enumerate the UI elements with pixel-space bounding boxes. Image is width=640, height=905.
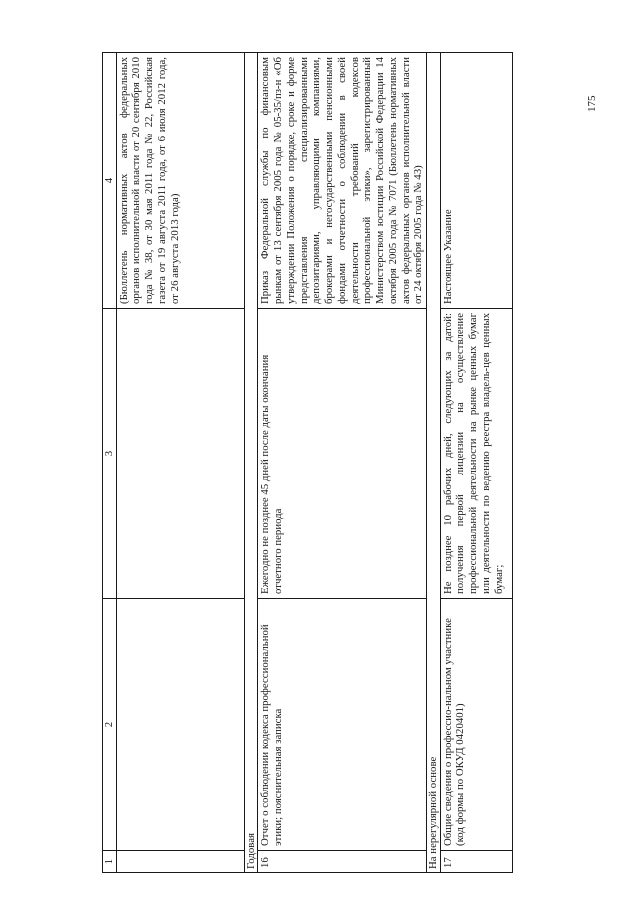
form-name-cell: Отчет о соблюдении кодекса профессиональной этики; пояснительная записка bbox=[258, 599, 427, 851]
report-schedule-table bbox=[102, 53, 505, 873]
section-label: На нерегулярной основе bbox=[427, 53, 441, 873]
section-row bbox=[427, 53, 441, 873]
deadline-cell: Не позднее 10 рабочих дней, следующих за датой: получения первой лицензии на осуществление профессиональной деятельности на рынке ценных бумаг или деятельности по ведению реестра владель-цев ценных бумаг; bbox=[440, 309, 512, 599]
section-row bbox=[244, 53, 258, 873]
column-number: 3 bbox=[103, 309, 117, 599]
deadline-cell: Ежегодно не позднее 45 дней после даты окончания отчетного периода bbox=[258, 309, 427, 599]
legal-basis-cell: Приказ Федеральной службы по финансовым рынкам от 13 сентября 2005 года № 05-35/пз-н «Об утверждении Положения о порядке, сроке и форме представления специализированными депозитариями, управляющими компаниями, брокерами и негосударственными пенсионными фондами отчетности о соблюдении в своей деятельности требований кодексов профессиональной этики», зарегистрированный Министерством юстиции Российской Федерации 14 октября 2005 года № 7071 (Бюллетень нормативных актов федеральных органов исполнительной власти от 24 октября 2005 года № 43) bbox=[258, 53, 427, 309]
page-number: 175 bbox=[586, 95, 598, 112]
column-number: 1 bbox=[103, 851, 117, 873]
section-label: Годовая bbox=[244, 53, 258, 873]
legal-basis-cell: Настоящее Указание bbox=[440, 53, 512, 309]
form-name-cell: Общие сведения о профессио-нальном участнике (код формы по ОКУД 0420401) bbox=[440, 599, 512, 851]
column-number: 4 bbox=[103, 53, 117, 309]
table-row bbox=[116, 53, 244, 873]
column-number: 2 bbox=[103, 599, 117, 851]
table-row bbox=[440, 53, 512, 873]
row-number: 16 bbox=[258, 851, 427, 873]
column-number-header-row bbox=[103, 53, 117, 873]
legal-basis-cell: (Бюллетень нормативных актов федеральных органов исполнительной власти от 20 сентября 2010 года № 38, от 30 мая 2011 года № 22, Российская газета от 19 августа 2011 года, от 6 июля 2012 года, от 26 августа 2013 года) bbox=[116, 53, 244, 309]
table-row bbox=[258, 53, 427, 873]
row-number: 17 bbox=[440, 851, 512, 873]
